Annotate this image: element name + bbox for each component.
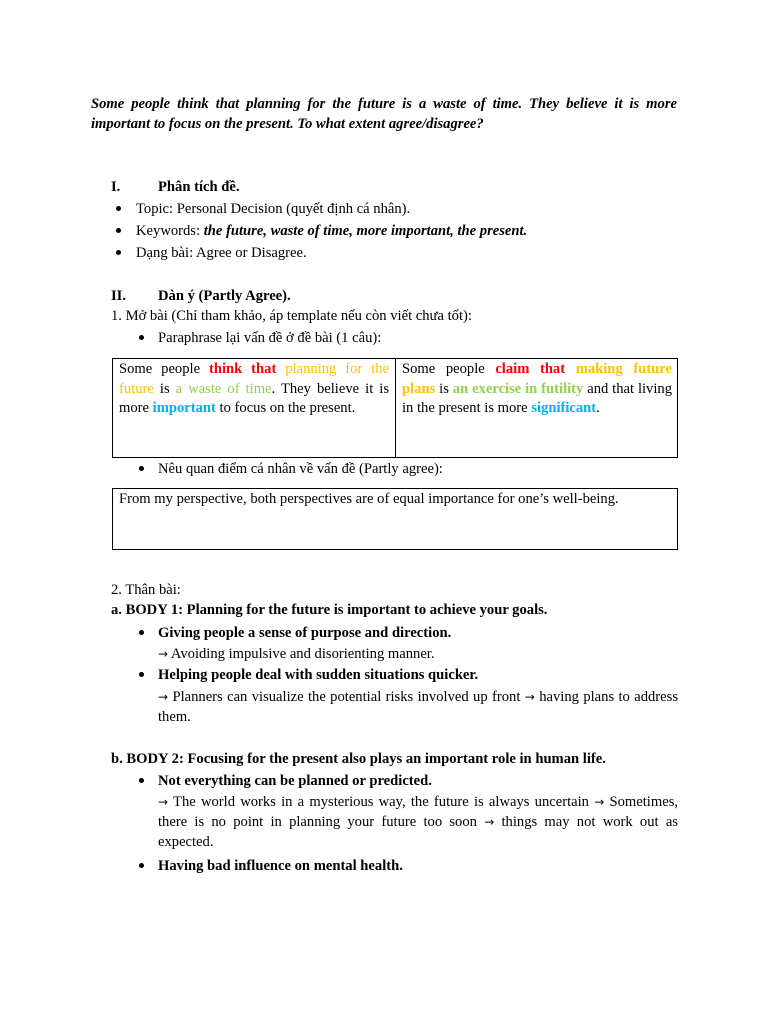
intro-item: 1. Mở bài (Chỉ tham khảo, áp template nếu còn viết chưa tốt):	[111, 308, 472, 324]
bullet-dot	[139, 778, 144, 783]
body1-point1: Giving people a sense of purpose and direction.	[158, 625, 452, 641]
body2-point1: Not everything can be planned or predicted.	[158, 773, 432, 789]
highlight-blue: important	[152, 400, 216, 416]
opinion-box	[112, 488, 678, 550]
body1-point2: Helping people deal with sudden situations quicker.	[158, 667, 479, 683]
opinion-text: From my perspective, both perspectives are of equal importance for one’s well-being.	[119, 491, 619, 507]
arrow-icon: →	[484, 815, 495, 829]
bullet-dot	[139, 863, 144, 868]
topic-label: Topic:	[136, 201, 177, 217]
arrow-icon: →	[158, 647, 169, 661]
body2-heading: b. BODY 2: Focusing for the present also plays an important role in human life.	[111, 751, 606, 767]
bullet-dot	[116, 206, 121, 211]
section2-title: Dàn ý (Partly Agree).	[158, 288, 291, 304]
body1-heading: a. BODY 1: Planning for the future is important to achieve your goals.	[111, 602, 548, 618]
bullet-dot	[139, 335, 144, 340]
highlight-red: think that	[208, 361, 277, 377]
highlight-red: claim that	[495, 361, 566, 377]
section2-number: II.	[111, 288, 127, 304]
bullet-dot	[116, 250, 121, 255]
essay-prompt: Some people think that planning for the future is a waste of time. They believe it is more important to focus on the present. To what extent agree/disagree?	[91, 96, 677, 132]
bullet-dot	[139, 630, 144, 635]
paraphrase-bullet: Paraphrase lại vấn đề ở đề bài (1 câu):	[158, 330, 382, 346]
bullet-dot	[139, 672, 144, 677]
topic-line	[136, 199, 410, 219]
type-value: Agree or Disagree.	[196, 245, 307, 261]
highlight-orange: making future plans	[402, 361, 672, 397]
table-divider	[395, 359, 396, 457]
table-cell-original: Some people think that planning for the future is a waste of time. They believe it is more important to focus on the present.	[119, 361, 390, 416]
section1-number: I.	[111, 179, 121, 195]
keywords-line	[136, 221, 527, 241]
type-line	[136, 243, 307, 263]
arrow-icon: →	[158, 795, 169, 809]
bullet-dot	[116, 228, 121, 233]
arrow-icon: →	[524, 690, 535, 704]
arrow-icon: →	[594, 795, 605, 809]
body1-point1-detail: → Avoiding impulsive and disorienting manner.	[158, 646, 435, 662]
body-item: 2. Thân bài:	[111, 582, 181, 598]
section1-title: Phân tích đề.	[158, 179, 240, 195]
highlight-green: a waste of time	[175, 380, 272, 397]
body2-point2: Having bad influence on mental health.	[158, 858, 403, 874]
highlight-blue: significant	[531, 400, 597, 416]
body1-point2-detail: → Planners can visualize the potential risks involved up front → having plans to address them.	[158, 689, 679, 725]
opinion-bullet: Nêu quan điểm cá nhân về vấn đề (Partly agree):	[158, 461, 443, 477]
arrow-icon: →	[158, 690, 169, 704]
highlight-green: an exercise in futility	[452, 380, 584, 397]
table-cell-paraphrase: Some people claim that making future plans is an exercise in futility and that living in the present is more significant.	[402, 361, 673, 416]
keywords-value: the future, waste of time, more important, the present.	[203, 223, 528, 239]
highlight-orange: planning for the future	[119, 361, 389, 397]
bullet-dot	[139, 466, 144, 471]
body2-point1-detail: → The world works in a mysterious way, the future is always uncertain → Sometimes, there is no point in planning your future too soon → things may not work out as expected.	[158, 794, 679, 850]
paraphrase-table	[112, 358, 678, 458]
keywords-label: Keywords:	[136, 223, 204, 239]
topic-value: Personal Decision (quyết định cá nhân).	[176, 201, 411, 217]
type-label: Dạng bài:	[136, 245, 196, 261]
